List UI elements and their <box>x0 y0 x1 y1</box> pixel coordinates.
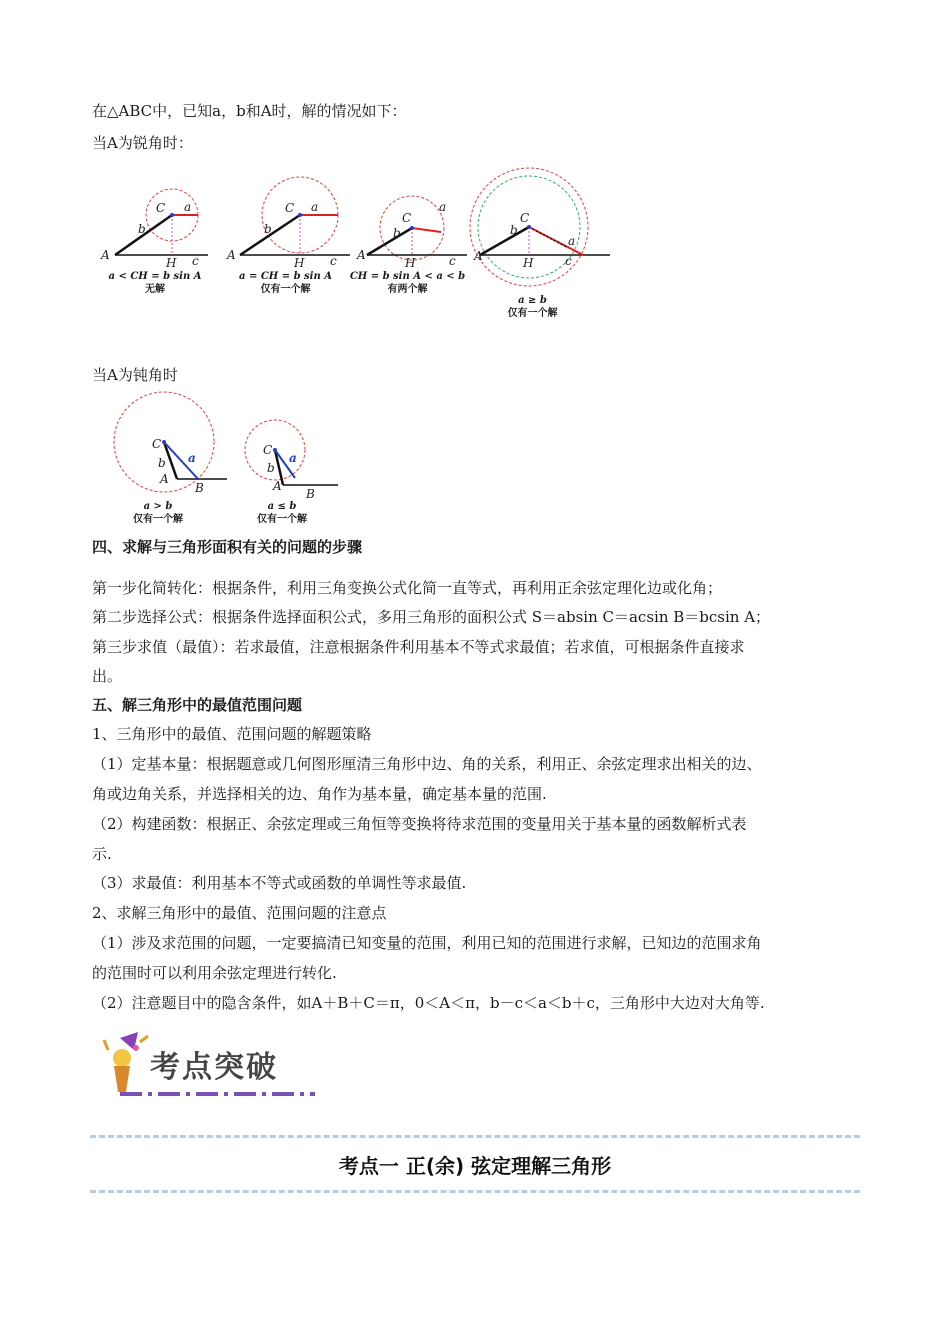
label-A: A <box>101 248 110 262</box>
section-rule-bottom <box>90 1190 860 1193</box>
svg-text:C: C <box>520 211 530 225</box>
svg-text:C: C <box>263 443 273 457</box>
obtuse-label: 当A为钝角时 <box>92 366 178 384</box>
svg-text:a: a <box>439 200 447 214</box>
label-c: c <box>192 254 199 268</box>
acute-case-2-result: 仅有一个解 <box>260 284 311 295</box>
acute-case-4-result: 仅有一个解 <box>507 308 558 319</box>
section5-p3-cont: 示. <box>92 845 112 863</box>
obtuse-diagram-a-le-b <box>243 418 353 503</box>
obtuse-case-2-condition: a ≤ b <box>267 501 297 512</box>
svg-text:a: a <box>311 200 319 214</box>
section5-p2: （1）定基本量：根据题意或几何图形厘清三角形中边、角的关系，利用正、余弦定理求出相关的边、 <box>92 755 762 773</box>
svg-text:H: H <box>405 256 416 270</box>
svg-text:A: A <box>227 248 236 262</box>
svg-text:B: B <box>195 481 204 495</box>
banner-underline <box>120 1090 320 1098</box>
section4-step2: 第二步选择公式：根据条件选择面积公式，多用三角形的面积公式 S＝absin C＝acsin B＝bcsin A； <box>92 608 771 626</box>
svg-text:c: c <box>565 254 572 268</box>
section5-p3: （2）构建函数：根据正、余弦定理或三角恒等变换将待求范围的变量用关于基本量的函数解析式表 <box>92 815 747 833</box>
svg-text:a: a <box>188 451 196 465</box>
svg-text:a: a <box>568 234 576 248</box>
section5-title: 五、解三角形中的最值范围问题 <box>92 696 303 714</box>
svg-text:C: C <box>402 211 412 225</box>
svg-text:H: H <box>294 256 305 270</box>
label-a: a <box>184 200 192 214</box>
section5-p7: （2）注意题目中的隐含条件，如A＋B＋C＝π，0＜A＜π，b－c＜a＜b＋c，三角形中大边对大角等. <box>92 994 765 1012</box>
svg-text:A: A <box>273 479 282 493</box>
acute-case-4-condition: a ≥ b <box>518 295 547 306</box>
section5-p5: 2、求解三角形中的最值、范围问题的注意点 <box>92 904 387 922</box>
section5-p1: 1、三角形中的最值、范围问题的解题策略 <box>92 725 372 743</box>
svg-text:A: A <box>474 249 483 263</box>
section4-step3-cont: 出。 <box>92 667 123 685</box>
svg-text:c: c <box>449 254 456 268</box>
acute-case-2-condition: a = CH = b sin A <box>239 271 332 282</box>
section4-step3: 第三步求值（最值）：若求最值，注意根据条件利用基本不等式求最值；若求值，可根据条件直接求 <box>92 638 745 656</box>
section5-p6: （1）涉及求范围的问题，一定要搞清已知变量的范围，利用已知的范围进行求解，已知边的范围求角 <box>92 934 762 952</box>
section5-p2-cont: 角或边角关系，并选择相关的边、角作为基本量，确定基本量的范围. <box>92 785 547 803</box>
acute-diagram-a-ge-b <box>470 160 615 295</box>
svg-text:b: b <box>264 222 272 236</box>
obtuse-case-2-result: 仅有一个解 <box>257 514 307 525</box>
svg-text:b: b <box>510 223 518 237</box>
label-H: H <box>166 256 177 270</box>
banner-title: 考点突破 <box>150 1050 278 1085</box>
svg-text:C: C <box>152 437 162 451</box>
svg-text:a: a <box>289 451 297 465</box>
svg-text:B: B <box>306 487 315 501</box>
svg-text:b: b <box>267 461 275 475</box>
section-heading: 考点一 正(余) 弦定理解三角形 <box>338 1154 612 1178</box>
section4-title: 四、求解与三角形面积有关的问题的步骤 <box>92 538 363 556</box>
section5-p6-cont: 的范围时可以利用余弦定理进行转化. <box>92 964 337 982</box>
section4-step1: 第一步化简转化：根据条件，利用三角变换公式化简一直等式，再利用正余弦定理化边或化角； <box>92 579 723 597</box>
svg-text:A: A <box>160 472 169 486</box>
svg-text:b: b <box>158 456 166 470</box>
svg-text:c: c <box>330 254 337 268</box>
acute-case-1-condition: a < CH = b sin A <box>108 271 202 282</box>
label-C: C <box>156 201 166 215</box>
section5-p4: （3）求最值：利用基本不等式或函数的单调性等求最值. <box>92 874 467 892</box>
label-b: b <box>138 222 146 236</box>
acute-diagram-two-solutions <box>355 195 475 275</box>
svg-text:C: C <box>285 201 295 215</box>
acute-case-3-result: 有两个解 <box>387 284 428 295</box>
intro-line: 在△ABC中，已知a，b和A时，解的情况如下： <box>92 102 407 120</box>
acute-label: 当A为锐角时： <box>92 134 193 152</box>
obtuse-case-1-result: 仅有一个解 <box>133 514 183 525</box>
svg-text:A: A <box>357 248 366 262</box>
svg-text:b: b <box>393 226 401 240</box>
obtuse-diagram-a-gt-b <box>112 392 232 504</box>
obtuse-case-1-condition: a > b <box>143 501 173 512</box>
svg-text:H: H <box>523 256 534 270</box>
acute-diagram-one-solution <box>225 175 355 275</box>
acute-case-1-result: 无解 <box>145 284 165 295</box>
acute-diagram-no-solution <box>100 185 220 280</box>
section-rule-top <box>90 1135 860 1138</box>
acute-case-3-condition: CH = b sin A < a < b <box>349 271 466 282</box>
